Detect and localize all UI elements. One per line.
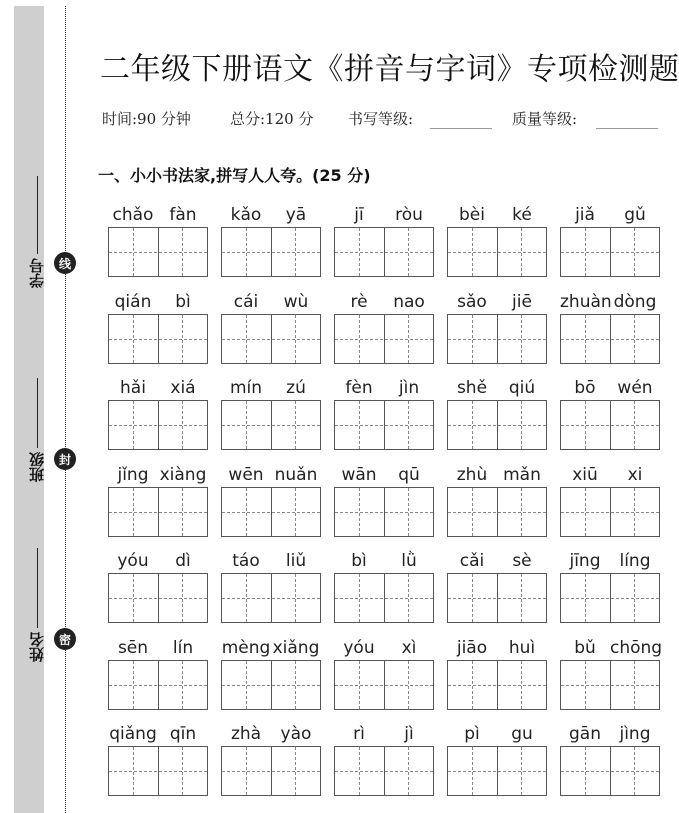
pinyin-syllable: lǜ <box>401 551 417 571</box>
quality-grade-label: 质量等级: <box>512 110 578 128</box>
seal-mark-feng: 封 <box>54 448 76 470</box>
tianzige-writing-box[interactable] <box>334 746 434 796</box>
student-number-field[interactable] <box>22 176 52 288</box>
grid-guide-line <box>448 512 546 513</box>
pinyin-syllable: ròu <box>395 205 423 225</box>
grid-guide-line <box>335 771 433 772</box>
pinyin-syllable: yóu <box>117 551 149 571</box>
grid-guide-line <box>109 425 207 426</box>
pinyin-syllable: gān <box>569 724 601 744</box>
tianzige-writing-box[interactable] <box>108 573 208 623</box>
pinyin-syllable: kǎo <box>230 205 262 225</box>
pinyin-syllable: hǎi <box>120 378 146 398</box>
grid-guide-line <box>448 771 546 772</box>
tianzige-writing-box[interactable] <box>334 487 434 537</box>
pinyin-syllable: dòng <box>613 291 657 312</box>
tianzige-writing-box[interactable] <box>221 573 321 623</box>
pinyin-syllable: bèi <box>459 205 485 225</box>
tianzige-writing-box[interactable] <box>447 314 547 364</box>
pinyin-syllable: qiú <box>508 378 536 398</box>
pinyin-syllable: táo <box>232 551 260 571</box>
tianzige-writing-box[interactable] <box>560 746 660 796</box>
grid-guide-line <box>109 771 207 772</box>
pinyin-syllable: dì <box>175 551 191 571</box>
pinyin-syllable: sǎo <box>457 291 487 312</box>
pinyin-syllable: bì <box>351 551 367 571</box>
pinyin-syllable: xi <box>627 464 643 485</box>
pinyin-syllable: jìn <box>398 378 420 398</box>
seal-mark-xian: 线 <box>54 252 76 274</box>
tianzige-writing-box[interactable] <box>560 487 660 537</box>
grid-guide-line <box>448 685 546 686</box>
grid-guide-line <box>222 339 320 340</box>
grid-guide-line <box>448 425 546 426</box>
grid-guide-line <box>109 339 207 340</box>
tianzige-writing-box[interactable] <box>221 487 321 537</box>
grid-guide-line <box>109 512 207 513</box>
pinyin-syllable: gu <box>511 724 533 744</box>
tianzige-writing-box[interactable] <box>108 400 208 450</box>
total-score: 总分:120 分 <box>230 110 314 128</box>
time-limit: 时间:90 分钟 <box>102 110 191 128</box>
student-number-label: 学号 <box>27 258 46 288</box>
pinyin-syllable: rì <box>353 724 365 744</box>
tianzige-writing-box[interactable] <box>108 227 208 277</box>
grid-guide-line <box>561 252 659 253</box>
writing-grade-blank[interactable] <box>430 128 492 129</box>
pinyin-syllable: wān <box>341 464 377 485</box>
pinyin-syllable: jīng <box>569 551 601 571</box>
seal-mark-mi: 密 <box>54 628 76 650</box>
tianzige-writing-box[interactable] <box>334 660 434 710</box>
pinyin-syllable: yā <box>285 205 307 225</box>
pinyin-syllable: zhuàn <box>560 291 612 312</box>
grid-guide-line <box>335 339 433 340</box>
pinyin-syllable: shě <box>456 378 488 398</box>
pinyin-syllable: nuǎn <box>274 464 318 485</box>
grid-guide-line <box>561 771 659 772</box>
pinyin-syllable: ké <box>512 205 532 225</box>
tianzige-writing-box[interactable] <box>221 314 321 364</box>
pinyin-syllable: cǎi <box>459 551 485 571</box>
grid-guide-line <box>109 252 207 253</box>
grid-guide-line <box>448 339 546 340</box>
pinyin-syllable: fàn <box>169 205 197 225</box>
grid-guide-line <box>222 252 320 253</box>
tianzige-writing-box[interactable] <box>447 227 547 277</box>
class-label: 班级 <box>27 452 46 482</box>
pinyin-syllable: huì <box>508 637 536 658</box>
pinyin-syllable: xiàng <box>159 464 207 485</box>
pinyin-syllable: liǔ <box>285 551 307 571</box>
page-title: 二年级下册语文《拼音与字词》专项检测题 <box>100 52 679 87</box>
grid-guide-line <box>561 339 659 340</box>
pinyin-syllable: qiǎng <box>109 724 157 744</box>
tianzige-writing-box[interactable] <box>108 746 208 796</box>
pinyin-syllable: xiū <box>572 464 598 485</box>
pinyin-syllable: qū <box>398 464 420 485</box>
class-blank[interactable] <box>37 378 38 448</box>
tianzige-writing-box[interactable] <box>221 400 321 450</box>
student-number-blank[interactable] <box>37 176 38 254</box>
pinyin-syllable: fèn <box>345 378 373 398</box>
pinyin-syllable: chǎo <box>112 205 154 225</box>
grid-guide-line <box>222 425 320 426</box>
pinyin-syllable: zhà <box>230 724 262 744</box>
grid-guide-line <box>222 771 320 772</box>
tianzige-writing-box[interactable] <box>108 314 208 364</box>
pinyin-syllable: líng <box>619 551 651 571</box>
tianzige-writing-box[interactable] <box>447 487 547 537</box>
class-field[interactable] <box>22 378 52 482</box>
tianzige-writing-box[interactable] <box>447 746 547 796</box>
grid-guide-line <box>335 598 433 599</box>
grid-guide-line <box>109 598 207 599</box>
pinyin-syllable: bǔ <box>574 637 596 658</box>
pinyin-syllable: jǐng <box>117 464 149 485</box>
pinyin-syllable: mǎn <box>503 464 541 485</box>
pinyin-syllable: wù <box>283 291 309 312</box>
pinyin-syllable: jī <box>354 205 364 225</box>
pinyin-syllable: xiǎng <box>272 637 320 658</box>
grid-guide-line <box>109 685 207 686</box>
tianzige-writing-box[interactable] <box>334 227 434 277</box>
tianzige-writing-box[interactable] <box>334 314 434 364</box>
pinyin-syllable: wēn <box>228 464 264 485</box>
pinyin-syllable: yóu <box>343 637 375 658</box>
tianzige-writing-box[interactable] <box>108 487 208 537</box>
tianzige-writing-box[interactable] <box>560 660 660 710</box>
pinyin-syllable: lín <box>172 637 194 658</box>
tianzige-writing-box[interactable] <box>560 400 660 450</box>
pinyin-syllable: yào <box>280 724 312 744</box>
tianzige-writing-box[interactable] <box>334 573 434 623</box>
writing-grade-label: 书写等级: <box>348 110 414 128</box>
pinyin-syllable: sēn <box>117 637 149 658</box>
quality-grade-blank[interactable] <box>596 128 658 129</box>
grid-guide-line <box>561 425 659 426</box>
grid-guide-line <box>222 598 320 599</box>
pinyin-syllable: mín <box>229 378 263 398</box>
tianzige-writing-box[interactable] <box>447 400 547 450</box>
cut-line <box>65 6 66 813</box>
pinyin-syllable: bì <box>175 291 191 312</box>
pinyin-syllable: jì <box>404 724 414 744</box>
grid-guide-line <box>335 685 433 686</box>
tianzige-writing-box[interactable] <box>560 314 660 364</box>
section-heading: 一、小小书法家,拼写人人夸。(25 分) <box>98 166 371 185</box>
pinyin-syllable: jiē <box>512 291 532 312</box>
tianzige-writing-box[interactable] <box>447 573 547 623</box>
pinyin-syllable: jiǎ <box>575 205 595 225</box>
pinyin-syllable: jìng <box>619 724 651 744</box>
tianzige-writing-box[interactable] <box>334 400 434 450</box>
pinyin-syllable: xiá <box>170 378 196 398</box>
exam-info <box>102 108 672 132</box>
grid-guide-line <box>222 512 320 513</box>
grid-guide-line <box>335 512 433 513</box>
tianzige-writing-box[interactable] <box>447 660 547 710</box>
pinyin-syllable: zhù <box>456 464 488 485</box>
pinyin-syllable: bō <box>574 378 596 398</box>
tianzige-writing-box[interactable] <box>560 227 660 277</box>
tianzige-writing-box[interactable] <box>108 660 208 710</box>
pinyin-syllable: nao <box>393 291 425 312</box>
tianzige-writing-box[interactable] <box>221 227 321 277</box>
tianzige-writing-box[interactable] <box>560 573 660 623</box>
name-field[interactable] <box>22 548 52 662</box>
pinyin-syllable: rè <box>350 291 368 312</box>
pinyin-syllable: qián <box>114 291 152 312</box>
tianzige-writing-box[interactable] <box>221 746 321 796</box>
pinyin-syllable: zú <box>286 378 306 398</box>
pinyin-syllable: qīn <box>169 724 197 744</box>
grid-guide-line <box>448 252 546 253</box>
name-blank[interactable] <box>37 548 38 628</box>
grid-guide-line <box>335 425 433 426</box>
pinyin-syllable: pì <box>464 724 480 744</box>
name-label: 姓名 <box>27 632 46 662</box>
grid-guide-line <box>561 512 659 513</box>
grid-guide-line <box>335 252 433 253</box>
tianzige-writing-box[interactable] <box>221 660 321 710</box>
pinyin-syllable: gǔ <box>624 205 646 225</box>
pinyin-syllable: wén <box>617 378 653 398</box>
pinyin-syllable: sè <box>512 551 532 571</box>
pinyin-syllable: xì <box>401 637 417 658</box>
grid-guide-line <box>561 685 659 686</box>
pinyin-syllable: cái <box>233 291 259 312</box>
pinyin-syllable: mèng <box>221 637 271 658</box>
grid-guide-line <box>222 685 320 686</box>
pinyin-syllable: jiāo <box>456 637 488 658</box>
pinyin-syllable: chōng <box>610 637 663 658</box>
grid-guide-line <box>561 598 659 599</box>
grid-guide-line <box>448 598 546 599</box>
